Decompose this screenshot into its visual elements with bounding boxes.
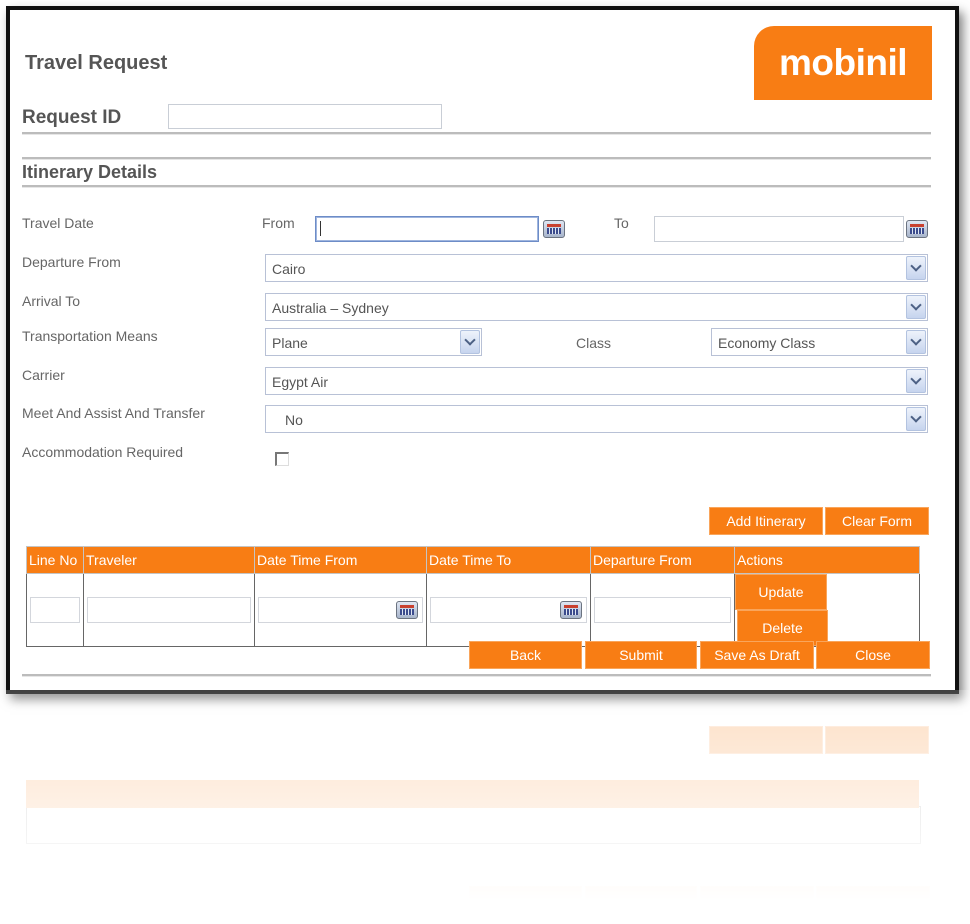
column-header-departure: Departure From xyxy=(591,547,735,574)
class-label: Class xyxy=(576,335,612,351)
table-row xyxy=(27,574,920,647)
class-value: Economy Class xyxy=(718,335,816,351)
itinerary-table xyxy=(26,546,920,647)
divider xyxy=(22,132,931,135)
calendar-icon[interactable] xyxy=(560,601,582,619)
departure-cell xyxy=(591,574,735,647)
calendar-icon[interactable] xyxy=(396,601,418,619)
back-button-reflection xyxy=(469,886,582,914)
chevron-down-icon[interactable] xyxy=(460,330,480,354)
travel-date-to-input[interactable] xyxy=(654,216,904,242)
add-itinerary-button[interactable]: Add Itinerary xyxy=(709,507,823,535)
divider xyxy=(22,674,931,677)
arrival-value: Australia – Sydney xyxy=(272,300,389,316)
row-departure-input[interactable] xyxy=(594,597,731,623)
departure-label: Departure From xyxy=(22,254,121,270)
close-button[interactable]: Close xyxy=(816,641,930,669)
divider xyxy=(22,185,931,188)
transport-label: Transportation Means xyxy=(22,328,158,344)
date-from-cell xyxy=(255,574,427,647)
transport-value: Plane xyxy=(272,335,308,351)
transport-select[interactable] xyxy=(265,328,482,356)
table-header-reflection xyxy=(26,780,919,808)
arrival-label: Arrival To xyxy=(22,293,81,309)
table-row-reflection xyxy=(26,806,921,844)
add-itinerary-reflection xyxy=(709,726,823,754)
itinerary-section-title: Itinerary Details xyxy=(22,162,158,182)
travel-date-from-input[interactable] xyxy=(315,216,539,242)
chevron-down-icon[interactable] xyxy=(906,256,926,280)
meet-assist-value: No xyxy=(285,412,303,428)
departure-select[interactable] xyxy=(265,254,928,282)
chevron-down-icon[interactable] xyxy=(906,369,926,393)
arrival-select[interactable] xyxy=(265,293,928,321)
traveler-cell xyxy=(84,574,255,647)
actions-cell xyxy=(735,574,920,647)
accommodation-checkbox[interactable] xyxy=(275,452,289,466)
column-header-date-from: Date Time From xyxy=(255,547,427,574)
app-window xyxy=(6,6,959,694)
carrier-select[interactable] xyxy=(265,367,928,395)
column-header-actions: Actions xyxy=(735,547,920,574)
date-time-from-input[interactable] xyxy=(258,597,423,623)
accommodation-label: Accommodation Required xyxy=(22,444,184,460)
calendar-icon[interactable] xyxy=(543,220,565,238)
meet-assist-select[interactable] xyxy=(265,405,928,433)
clear-form-button[interactable]: Clear Form xyxy=(825,507,929,535)
submit-button[interactable]: Submit xyxy=(585,641,697,669)
calendar-icon[interactable] xyxy=(906,220,928,238)
chevron-down-icon[interactable] xyxy=(906,330,926,354)
traveler-input[interactable] xyxy=(87,597,251,623)
date-time-to-input[interactable] xyxy=(430,597,587,623)
column-header-traveler: Traveler xyxy=(84,547,255,574)
clear-form-reflection xyxy=(825,726,929,754)
chevron-down-icon[interactable] xyxy=(906,295,926,319)
update-button[interactable]: Update xyxy=(735,574,827,610)
travel-date-label: Travel Date xyxy=(22,215,94,231)
page-title: Travel Request xyxy=(25,52,168,74)
save-draft-button-reflection xyxy=(700,886,814,914)
submit-button-reflection xyxy=(585,886,697,914)
to-label: To xyxy=(614,215,629,231)
mobinil-logo: mobinil xyxy=(754,26,932,100)
chevron-down-icon[interactable] xyxy=(906,407,926,431)
close-button-reflection xyxy=(816,886,930,914)
date-to-cell xyxy=(427,574,591,647)
divider xyxy=(22,157,931,160)
reflection-fade xyxy=(0,690,970,924)
request-id-label: Request ID xyxy=(22,107,122,128)
window-reflection xyxy=(6,690,951,924)
from-label: From xyxy=(262,215,295,231)
save-as-draft-button[interactable]: Save As Draft xyxy=(700,641,814,669)
back-button[interactable]: Back xyxy=(469,641,582,669)
table-header-row xyxy=(27,547,920,574)
delete-button[interactable]: Delete xyxy=(737,610,828,646)
carrier-value: Egypt Air xyxy=(272,374,329,390)
column-header-line-no: Line No xyxy=(27,547,84,574)
line-no-input[interactable] xyxy=(30,597,80,623)
carrier-label: Carrier xyxy=(22,367,65,383)
text-caret xyxy=(320,221,321,236)
line-no-cell xyxy=(27,574,84,647)
column-header-date-to: Date Time To xyxy=(427,547,591,574)
departure-value: Cairo xyxy=(272,261,306,277)
class-select[interactable] xyxy=(711,328,928,356)
request-id-input[interactable] xyxy=(168,104,442,129)
meet-assist-label: Meet And Assist And Transfer xyxy=(22,405,205,421)
